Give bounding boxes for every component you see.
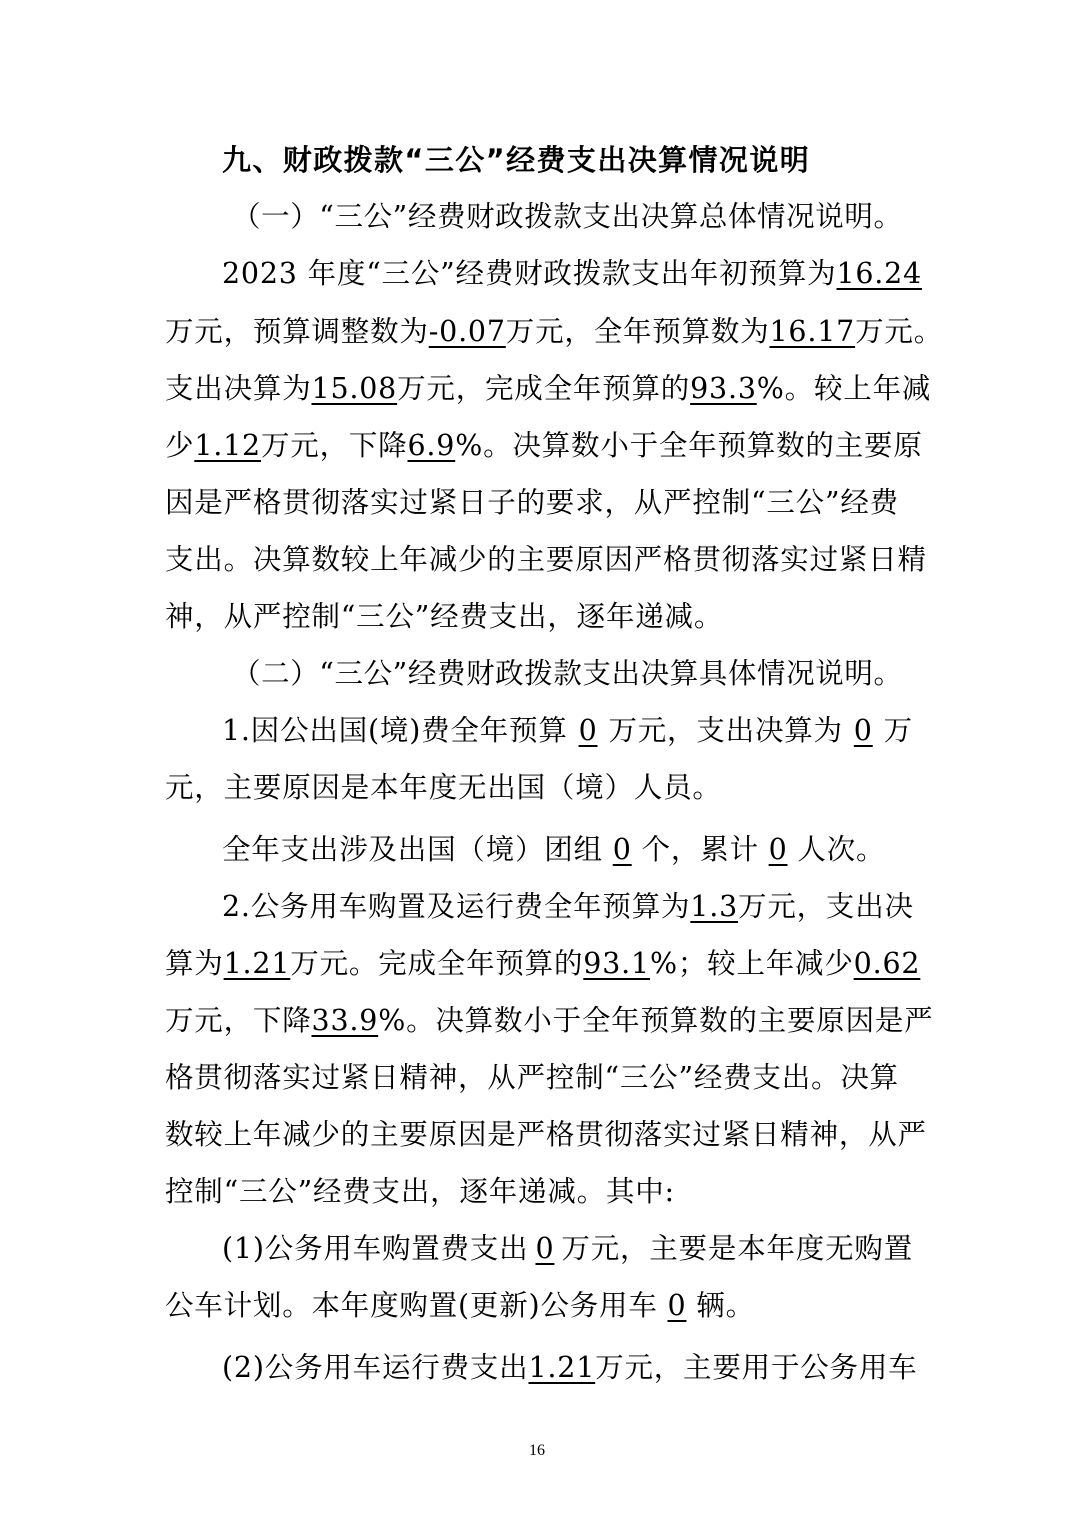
initial-budget-value: 16.24	[836, 257, 923, 290]
text: 2023 年度“三公”经费财政拨款支出年初预算为	[222, 257, 837, 290]
text: 万元。	[855, 315, 943, 348]
paragraph-1-line-7: 神，从严控制“三公”经费支出，逐年递减。	[165, 600, 724, 633]
text: 算为	[165, 947, 224, 980]
page-number: 16	[529, 1442, 545, 1459]
vehicle-final-value: 1.21	[223, 947, 291, 980]
item-2-line-6: 控制“三公”经费支出，逐年递减。其中:	[165, 1175, 675, 1208]
text: %；较上年减少	[649, 947, 854, 980]
sub-item-1-line-2	[165, 1286, 913, 1326]
paragraph-1-line-6: 支出。决算数较上年减少的主要原因严格贯彻落实过紧日精	[165, 543, 927, 576]
paragraph-1-line-3	[165, 369, 932, 409]
paragraph-1-line-2	[165, 312, 943, 352]
text: 万元，支出决	[738, 890, 914, 923]
text: 支出决算为	[165, 372, 312, 405]
section-heading: 九、财政拨款“三公”经费支出决算情况说明	[222, 143, 811, 177]
final-value: 15.08	[311, 372, 398, 405]
text: %。较上年减	[756, 372, 932, 405]
decrease-value: 1.12	[194, 429, 261, 462]
text: 万元，下降	[165, 1004, 312, 1037]
text: 万元，预算调整数为	[165, 315, 429, 348]
item-2-line-1	[222, 887, 913, 927]
text: 1.因公出国(境)费全年预算	[222, 714, 568, 747]
text: 个，累计	[641, 833, 759, 866]
item-2-line-3	[165, 1001, 934, 1041]
decline-value: 6.9	[407, 429, 456, 462]
vehicle-completion-value: 93.1	[583, 947, 650, 980]
item-2-line-4: 格贯彻落实过紧日精神，从严控制“三公”经费支出。决算	[165, 1061, 899, 1094]
text: 人次。	[797, 833, 886, 866]
text: 少	[165, 429, 195, 462]
text: 2.公务用车购置及运行费全年预算为	[222, 890, 691, 923]
text: 万元。完成全年预算的	[290, 947, 584, 980]
vehicles-count-value: 0	[667, 1289, 687, 1322]
vehicle-decrease-value: 0.62	[853, 947, 921, 980]
subsection-title-2: （二）“三公”经费财政拨款支出决算具体情况说明。	[232, 657, 903, 690]
item-2-line-2	[165, 944, 921, 984]
persons-value: 0	[768, 833, 788, 866]
vehicle-budget-value: 1.3	[690, 890, 739, 923]
item-1-line-1	[222, 711, 913, 751]
text: 万元，完成全年预算的	[397, 372, 691, 405]
text: (2)公务用车运行费支出	[222, 1351, 529, 1384]
paragraph-1-line-1	[222, 254, 923, 294]
travel-final-value: 0	[853, 714, 873, 747]
item-1-line-2: 元，主要原因是本年度无出国（境）人员。	[165, 771, 722, 804]
subsection-title-1: （一）“三公”经费财政拨款支出决算总体情况说明。	[232, 200, 903, 233]
text: 万元，主要是本年度无购置	[561, 1232, 913, 1265]
text: 万元，全年预算数为	[505, 315, 770, 348]
item-1-line-3	[222, 830, 913, 870]
text: %。决算数小于全年预算数的主要原	[455, 429, 923, 462]
text: 万元，支出决算为	[608, 714, 843, 747]
operation-amount-value: 1.21	[528, 1351, 596, 1384]
text: 万	[883, 714, 913, 747]
text: (1)公务用车购置费支出	[222, 1232, 529, 1265]
text: 万元，下降	[260, 429, 408, 462]
travel-budget-value: 0	[578, 714, 598, 747]
text: %。决算数小于全年预算数的主要原因是严	[378, 1004, 934, 1037]
vehicle-decline-value: 33.9	[311, 1004, 379, 1037]
text: 辆。	[696, 1289, 755, 1322]
groups-value: 0	[612, 833, 632, 866]
sub-item-2-line-1	[222, 1348, 918, 1388]
purchase-amount-value: 0	[535, 1232, 555, 1265]
paragraph-1-line-4	[165, 426, 923, 466]
item-2-line-5: 数较上年减少的主要原因是严格贯彻落实过紧日精神，从严	[165, 1118, 927, 1151]
completion-value: 93.3	[690, 372, 757, 405]
adjustment-value: -0.07	[428, 315, 506, 348]
text: 公车计划。本年度购置(更新)公务用车	[165, 1289, 658, 1322]
full-budget-value: 16.17	[769, 315, 856, 348]
sub-item-1-line-1	[222, 1229, 913, 1269]
paragraph-1-line-5: 因是严格贯彻落实过紧日子的要求，从严控制“三公”经费	[165, 486, 899, 519]
text: 全年支出涉及出国（境）团组	[222, 833, 603, 866]
text: 万元，主要用于公务用车	[595, 1351, 918, 1384]
